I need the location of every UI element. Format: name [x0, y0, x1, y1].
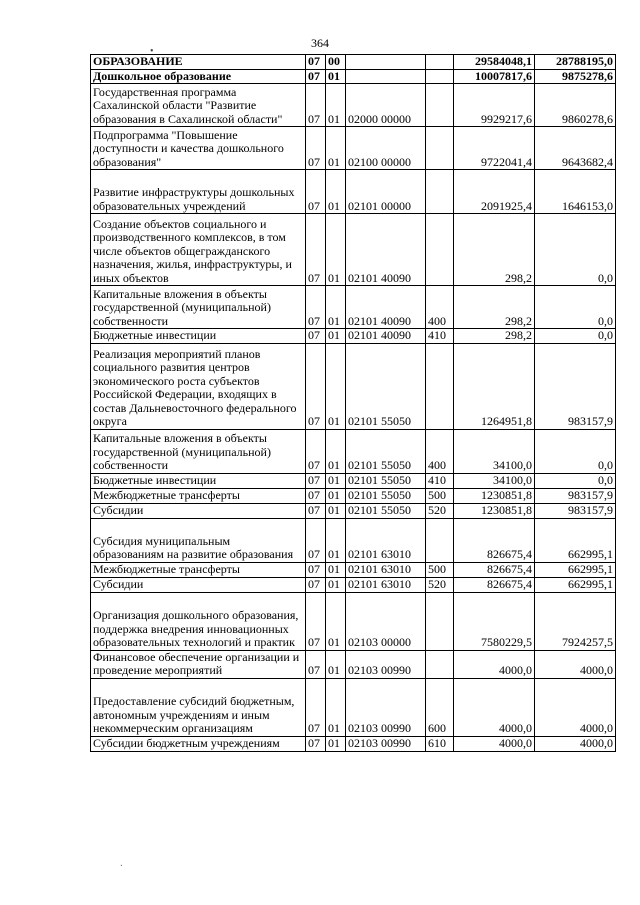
- expense-type-code: [426, 170, 454, 214]
- amount-year1: 298,2: [454, 214, 535, 286]
- subsection-code: 01: [326, 170, 346, 214]
- subsection-code: 01: [326, 473, 346, 488]
- subsection-code: 01: [326, 562, 346, 577]
- amount-year1: 34100,0: [454, 473, 535, 488]
- amount-year2: 9643682,4: [535, 127, 616, 170]
- table-row: [91, 55, 616, 70]
- subsection-code: 01: [326, 214, 346, 286]
- amount-year2: 4000,0: [535, 650, 616, 678]
- section-code: 07: [306, 84, 326, 127]
- expense-type-code: [426, 518, 454, 562]
- subsection-code: 01: [326, 592, 346, 650]
- amount-year2: 983157,9: [535, 343, 616, 429]
- row-name: Бюджетные инвестиции: [91, 329, 306, 344]
- amount-year2: 0,0: [535, 329, 616, 344]
- amount-year1: 1230851,8: [454, 503, 535, 518]
- target-article-code: 02101 55050: [346, 343, 426, 429]
- subsection-code: 00: [326, 55, 346, 70]
- subsection-code: 01: [326, 343, 346, 429]
- table-row: [91, 678, 616, 736]
- section-code: 07: [306, 170, 326, 214]
- amount-year2: 662995,1: [535, 577, 616, 592]
- amount-year2: 0,0: [535, 473, 616, 488]
- target-article-code: [346, 55, 426, 70]
- row-name: Развитие инфраструктуры дошкольных образовательных учреждений: [91, 170, 306, 214]
- amount-year1: 2091925,4: [454, 170, 535, 214]
- target-article-code: 02101 40090: [346, 214, 426, 286]
- target-article-code: 02000 00000: [346, 84, 426, 127]
- subsection-code: 01: [326, 650, 346, 678]
- table-row: [91, 286, 616, 329]
- scan-speck: ˑ: [120, 862, 123, 873]
- row-name: Межбюджетные трансферты: [91, 488, 306, 503]
- amount-year1: 9722041,4: [454, 127, 535, 170]
- target-article-code: 02101 55050: [346, 473, 426, 488]
- section-code: 07: [306, 286, 326, 329]
- row-name: Субсидии бюджетным учреждениям: [91, 736, 306, 751]
- table-row: [91, 214, 616, 286]
- amount-year1: 1230851,8: [454, 488, 535, 503]
- subsection-code: 01: [326, 329, 346, 344]
- subsection-code: 01: [326, 127, 346, 170]
- section-code: 07: [306, 736, 326, 751]
- subsection-code: 01: [326, 518, 346, 562]
- target-article-code: 02103 00000: [346, 592, 426, 650]
- section-code: 07: [306, 329, 326, 344]
- amount-year2: 1646153,0: [535, 170, 616, 214]
- expense-type-code: 520: [426, 503, 454, 518]
- row-name: Государственная программа Сахалинской области "Развитие образования в Сахалинской области": [91, 84, 306, 127]
- amount-year1: 7580229,5: [454, 592, 535, 650]
- expense-type-code: [426, 650, 454, 678]
- expense-type-code: [426, 84, 454, 127]
- expense-type-code: [426, 69, 454, 84]
- expense-type-code: 520: [426, 577, 454, 592]
- target-article-code: 02103 00990: [346, 650, 426, 678]
- subsection-code: 01: [326, 286, 346, 329]
- scan-speck: •: [150, 46, 154, 57]
- amount-year2: 4000,0: [535, 678, 616, 736]
- subsection-code: 01: [326, 503, 346, 518]
- amount-year1: 4000,0: [454, 678, 535, 736]
- subsection-code: 01: [326, 736, 346, 751]
- page-number: 364: [311, 36, 329, 50]
- table-row: [91, 592, 616, 650]
- amount-year1: 4000,0: [454, 650, 535, 678]
- expense-type-code: 410: [426, 329, 454, 344]
- budget-table-body: [91, 55, 616, 752]
- amount-year2: 983157,9: [535, 503, 616, 518]
- section-code: 07: [306, 127, 326, 170]
- section-code: 07: [306, 503, 326, 518]
- table-row: [91, 329, 616, 344]
- table-row: [91, 343, 616, 429]
- amount-year1: 10007817,6: [454, 69, 535, 84]
- subsection-code: 01: [326, 488, 346, 503]
- table-row: [91, 429, 616, 473]
- section-code: 07: [306, 343, 326, 429]
- section-code: 07: [306, 592, 326, 650]
- target-article-code: 02101 40090: [346, 329, 426, 344]
- amount-year2: 7924257,5: [535, 592, 616, 650]
- target-article-code: 02103 00990: [346, 678, 426, 736]
- subsection-code: 01: [326, 84, 346, 127]
- expense-type-code: [426, 55, 454, 70]
- amount-year2: 662995,1: [535, 562, 616, 577]
- amount-year1: 34100,0: [454, 429, 535, 473]
- amount-year2: 0,0: [535, 429, 616, 473]
- section-code: 07: [306, 429, 326, 473]
- target-article-code: 02101 55050: [346, 429, 426, 473]
- amount-year2: 0,0: [535, 286, 616, 329]
- subsection-code: 01: [326, 69, 346, 84]
- expense-type-code: [426, 592, 454, 650]
- subsection-code: 01: [326, 429, 346, 473]
- amount-year2: 28788195,0: [535, 55, 616, 70]
- amount-year1: 826675,4: [454, 562, 535, 577]
- section-code: 07: [306, 562, 326, 577]
- table-row: [91, 518, 616, 562]
- amount-year2: 9875278,6: [535, 69, 616, 84]
- amount-year1: 9929217,6: [454, 84, 535, 127]
- subsection-code: 01: [326, 577, 346, 592]
- table-row: [91, 577, 616, 592]
- row-name: Дошкольное образование: [91, 69, 306, 84]
- amount-year2: 0,0: [535, 214, 616, 286]
- amount-year1: 29584048,1: [454, 55, 535, 70]
- target-article-code: 02101 00000: [346, 170, 426, 214]
- row-name: Организация дошкольного образования, поддержка внедрения инновационных образовательных технологий и практик: [91, 592, 306, 650]
- section-code: 07: [306, 55, 326, 70]
- amount-year1: 826675,4: [454, 577, 535, 592]
- table-row: [91, 84, 616, 127]
- amount-year1: 1264951,8: [454, 343, 535, 429]
- row-name: Реализация мероприятий планов социального развития центров экономического роста субъектов Российской Федерации, входящих в состав Дальневосточного федерального округа: [91, 343, 306, 429]
- target-article-code: 02101 40090: [346, 286, 426, 329]
- section-code: 07: [306, 650, 326, 678]
- expense-type-code: 400: [426, 286, 454, 329]
- expense-type-code: 500: [426, 562, 454, 577]
- row-name: Капитальные вложения в объекты государственной (муниципальной) собственности: [91, 286, 306, 329]
- target-article-code: 02101 55050: [346, 488, 426, 503]
- row-name: Предоставление субсидий бюджетным, автономным учреждениям и иным некоммерческим организациям: [91, 678, 306, 736]
- row-name: Создание объектов социального и производственного комплексов, в том числе объектов общегражданского назначения, жилья, инфраструктуры, и иных объектов: [91, 214, 306, 286]
- target-article-code: 02101 63010: [346, 562, 426, 577]
- expense-type-code: [426, 343, 454, 429]
- amount-year2: 4000,0: [535, 736, 616, 751]
- expense-type-code: 500: [426, 488, 454, 503]
- section-code: 07: [306, 488, 326, 503]
- target-article-code: 02100 00000: [346, 127, 426, 170]
- table-row: [91, 69, 616, 84]
- target-article-code: 02101 55050: [346, 503, 426, 518]
- row-name: Бюджетные инвестиции: [91, 473, 306, 488]
- row-name: Субсидии: [91, 503, 306, 518]
- row-name: Субсидии: [91, 577, 306, 592]
- section-code: 07: [306, 69, 326, 84]
- section-code: 07: [306, 577, 326, 592]
- expense-type-code: [426, 214, 454, 286]
- section-code: 07: [306, 518, 326, 562]
- row-name: Капитальные вложения в объекты государственной (муниципальной) собственности: [91, 429, 306, 473]
- expense-type-code: 610: [426, 736, 454, 751]
- row-name: Субсидия муниципальным образованиям на развитие образования: [91, 518, 306, 562]
- amount-year1: 298,2: [454, 329, 535, 344]
- section-code: 07: [306, 473, 326, 488]
- amount-year2: 983157,9: [535, 488, 616, 503]
- subsection-code: 01: [326, 678, 346, 736]
- table-row: [91, 127, 616, 170]
- table-row: [91, 736, 616, 751]
- target-article-code: 02101 63010: [346, 518, 426, 562]
- expense-type-code: 410: [426, 473, 454, 488]
- row-name: ОБРАЗОВАНИЕ: [91, 55, 306, 70]
- expense-type-code: 400: [426, 429, 454, 473]
- row-name: Межбюджетные трансферты: [91, 562, 306, 577]
- amount-year1: 4000,0: [454, 736, 535, 751]
- table-row: [91, 503, 616, 518]
- row-name: Финансовое обеспечение организации и проведение мероприятий: [91, 650, 306, 678]
- table-row: [91, 650, 616, 678]
- amount-year2: 9860278,6: [535, 84, 616, 127]
- amount-year2: 662995,1: [535, 518, 616, 562]
- amount-year1: 826675,4: [454, 518, 535, 562]
- row-name: Подпрограмма "Повышение доступности и качества дошкольного образования": [91, 127, 306, 170]
- target-article-code: 02103 00990: [346, 736, 426, 751]
- section-code: 07: [306, 214, 326, 286]
- budget-table: [90, 54, 616, 752]
- expense-type-code: [426, 127, 454, 170]
- target-article-code: 02101 63010: [346, 577, 426, 592]
- budget-table-wrap: [90, 54, 615, 752]
- table-row: [91, 488, 616, 503]
- table-row: [91, 473, 616, 488]
- target-article-code: [346, 69, 426, 84]
- table-row: [91, 170, 616, 214]
- amount-year1: 298,2: [454, 286, 535, 329]
- expense-type-code: 600: [426, 678, 454, 736]
- table-row: [91, 562, 616, 577]
- section-code: 07: [306, 678, 326, 736]
